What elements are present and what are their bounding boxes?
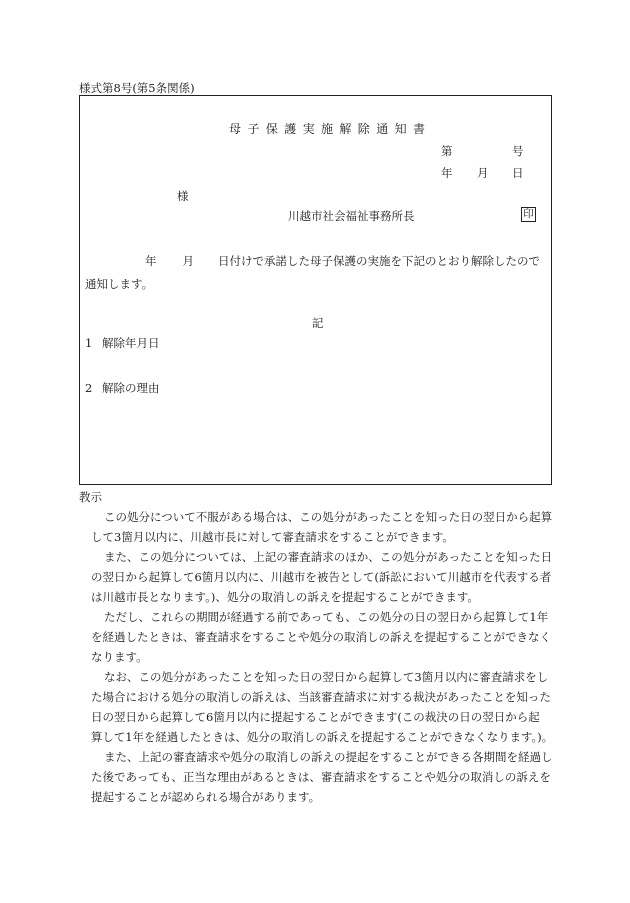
instruction-line: なお、この処分があったことを知った日の翌日から起算して3箇月以内に審査請求をし [104,670,549,684]
ki-heading: 記 [312,316,324,330]
instruction-line: を経過したときは、審査請求をすることや処分の取消しの訴えを提起することができなく [91,630,551,644]
instruction-line: 提起することが認められる場合があります。 [91,790,321,804]
instruction-line: の翌日から起算して6箇月以内に、川越市を被告として(訴訟において川越市を代表する者 [91,570,552,584]
item-cancellation-reason [85,380,160,396]
instruction-line: 算して1年を経過したときは、処分の取消しの訴えを提起することができなくなります。)。 [91,730,554,744]
body-text-line-1 [145,253,540,269]
instruction-line: ただし、これらの期間が経過する前であっても、この処分の日の翌日から起算して1年 [104,610,549,624]
instruction-line: は川越市長となります。)、処分の取消しの訴えを提起することができます。 [91,590,479,604]
item-number: 1 [85,336,93,350]
item-number: 2 [85,381,93,395]
issuer-name: 川越市社会福祉事務所長 [288,209,415,223]
item-label: 解除年月日 [102,336,160,350]
instruction-line: この処分について不服がある場合は、この処分があったことを知った日の翌日から起算 [104,510,553,524]
document-title: 母子保護実施解除通知書 [229,122,432,136]
document-number-suffix: 号 [512,144,524,158]
seal-mark: 印 [521,207,536,222]
instruction-line: なります。 [91,650,148,664]
issue-date-day: 日 [512,166,524,180]
issue-date-month: 月 [477,166,489,180]
body-month: 月 [182,254,194,268]
item-cancellation-date [85,335,160,351]
document-number-prefix: 第 [441,144,453,158]
recipient-honorific: 様 [177,189,189,203]
form-number-label: 様式第8号(第5条関係) [79,81,195,95]
instruction-line: 日の翌日から起算して6箇月以内に提起することができます(この裁決の日の翌日から起 [91,710,540,724]
instruction-line: た後であっても、正当な理由があるときは、審査請求をすることや処分の取消しの訴えを [91,770,551,784]
instruction-line: して3箇月以内に、川越市長に対して審査請求をすることができます。 [91,530,454,544]
item-label: 解除の理由 [102,381,160,395]
instruction-line: た場合における処分の取消しの訴えは、当該審査請求に対する裁決があったことを知った [91,690,551,704]
body-year: 年 [145,254,157,268]
body-text-line-2: 通知します。 [85,277,154,291]
body-text: 日付けで承諾した母子保護の実施を下記のとおり解除したので [218,254,540,268]
instruction-line: また、この処分については、上記の審査請求のほか、この処分があったことを知った日 [104,550,553,564]
issue-date-year: 年 [441,166,453,180]
instruction-heading: 教示 [79,490,102,504]
instruction-line: また、上記の審査請求や処分の取消しの訴えの提起をすることができる各期間を経過し [104,750,553,764]
